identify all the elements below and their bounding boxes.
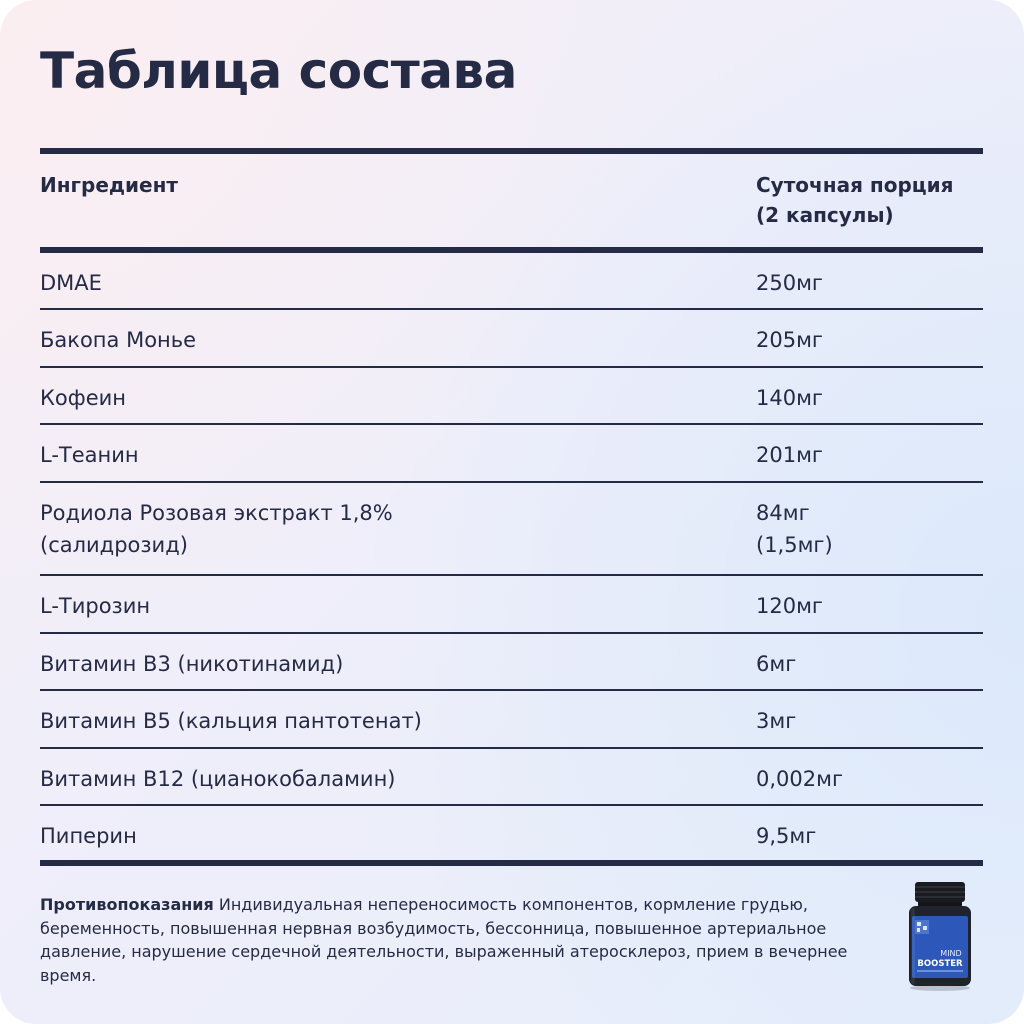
table-row: [40, 425, 983, 481]
ingredient-dose: 6мг: [756, 652, 797, 676]
ingredient-dose-line2: (1,5мг): [756, 533, 833, 557]
table-row: [40, 634, 983, 689]
ingredient-dose: 3мг: [756, 709, 797, 733]
bottle-label-line2: BOOSTER: [917, 959, 963, 969]
table-row: [40, 749, 983, 804]
ingredient-dose: 205мг: [756, 328, 823, 352]
ingredient-name: Витамин B3 (никотинамид): [40, 652, 344, 676]
table-row: [40, 806, 983, 860]
table-header: [40, 154, 983, 247]
ingredient-dose: 201мг: [756, 443, 823, 467]
ingredient-dose: 250мг: [756, 271, 823, 295]
ingredient-dose-line1: 84мг: [756, 501, 810, 525]
table-row: [40, 691, 983, 747]
supplement-bottle-image: [905, 880, 975, 992]
table-row: [40, 368, 983, 423]
table-row: [40, 576, 983, 632]
ingredient-name: Бакопа Монье: [40, 328, 197, 352]
ingredient-name-line2: (салидрозид): [40, 533, 188, 557]
page-title: Таблица состава: [40, 42, 517, 100]
ingredient-name: Витамин B12 (цианокобаламин): [40, 767, 396, 791]
header-daily-dose: [756, 170, 983, 247]
ingredient-dose: 0,002мг: [756, 767, 843, 791]
header-dose-line1: Суточная порция: [756, 173, 954, 197]
ingredient-name: Пиперин: [40, 824, 137, 848]
ingredient-name: L-Тирозин: [40, 594, 151, 618]
ingredient-dose: 9,5мг: [756, 824, 817, 848]
contraindications-label: Противопоказания: [40, 895, 214, 914]
contraindications-note: [40, 893, 860, 987]
header-dose-line2: (2 капсулы): [756, 203, 894, 227]
ingredient-name: [40, 497, 756, 574]
composition-table: [40, 148, 983, 866]
ingredient-name: DMAE: [40, 271, 102, 295]
bottle-label-line1: MIND: [940, 949, 962, 958]
header-ingredient: Ингредиент: [40, 173, 179, 197]
contraindications-text: Индивидуальная непереносимость компонентов, кормление грудью, беременность, повышенная нервная возбудимость, бессонница, повышенное артериальное давление, нарушение сердечной деятельности, выраженный атеросклероз, прием в вечернее время.: [40, 895, 848, 985]
table-row: [40, 310, 983, 366]
ingredient-name: L-Теанин: [40, 443, 139, 467]
ingredient-dose: [756, 497, 983, 574]
ingredient-dose: 120мг: [756, 594, 823, 618]
ingredient-name: Кофеин: [40, 386, 127, 410]
ingredient-dose: 140мг: [756, 386, 823, 410]
table-bottom-rule: [40, 860, 983, 866]
table-row: [40, 253, 983, 308]
ingredient-name-line1: Родиола Розовая экстракт 1,8%: [40, 501, 393, 525]
table-row: [40, 483, 983, 574]
ingredient-name: Витамин B5 (кальция пантотенат): [40, 709, 422, 733]
